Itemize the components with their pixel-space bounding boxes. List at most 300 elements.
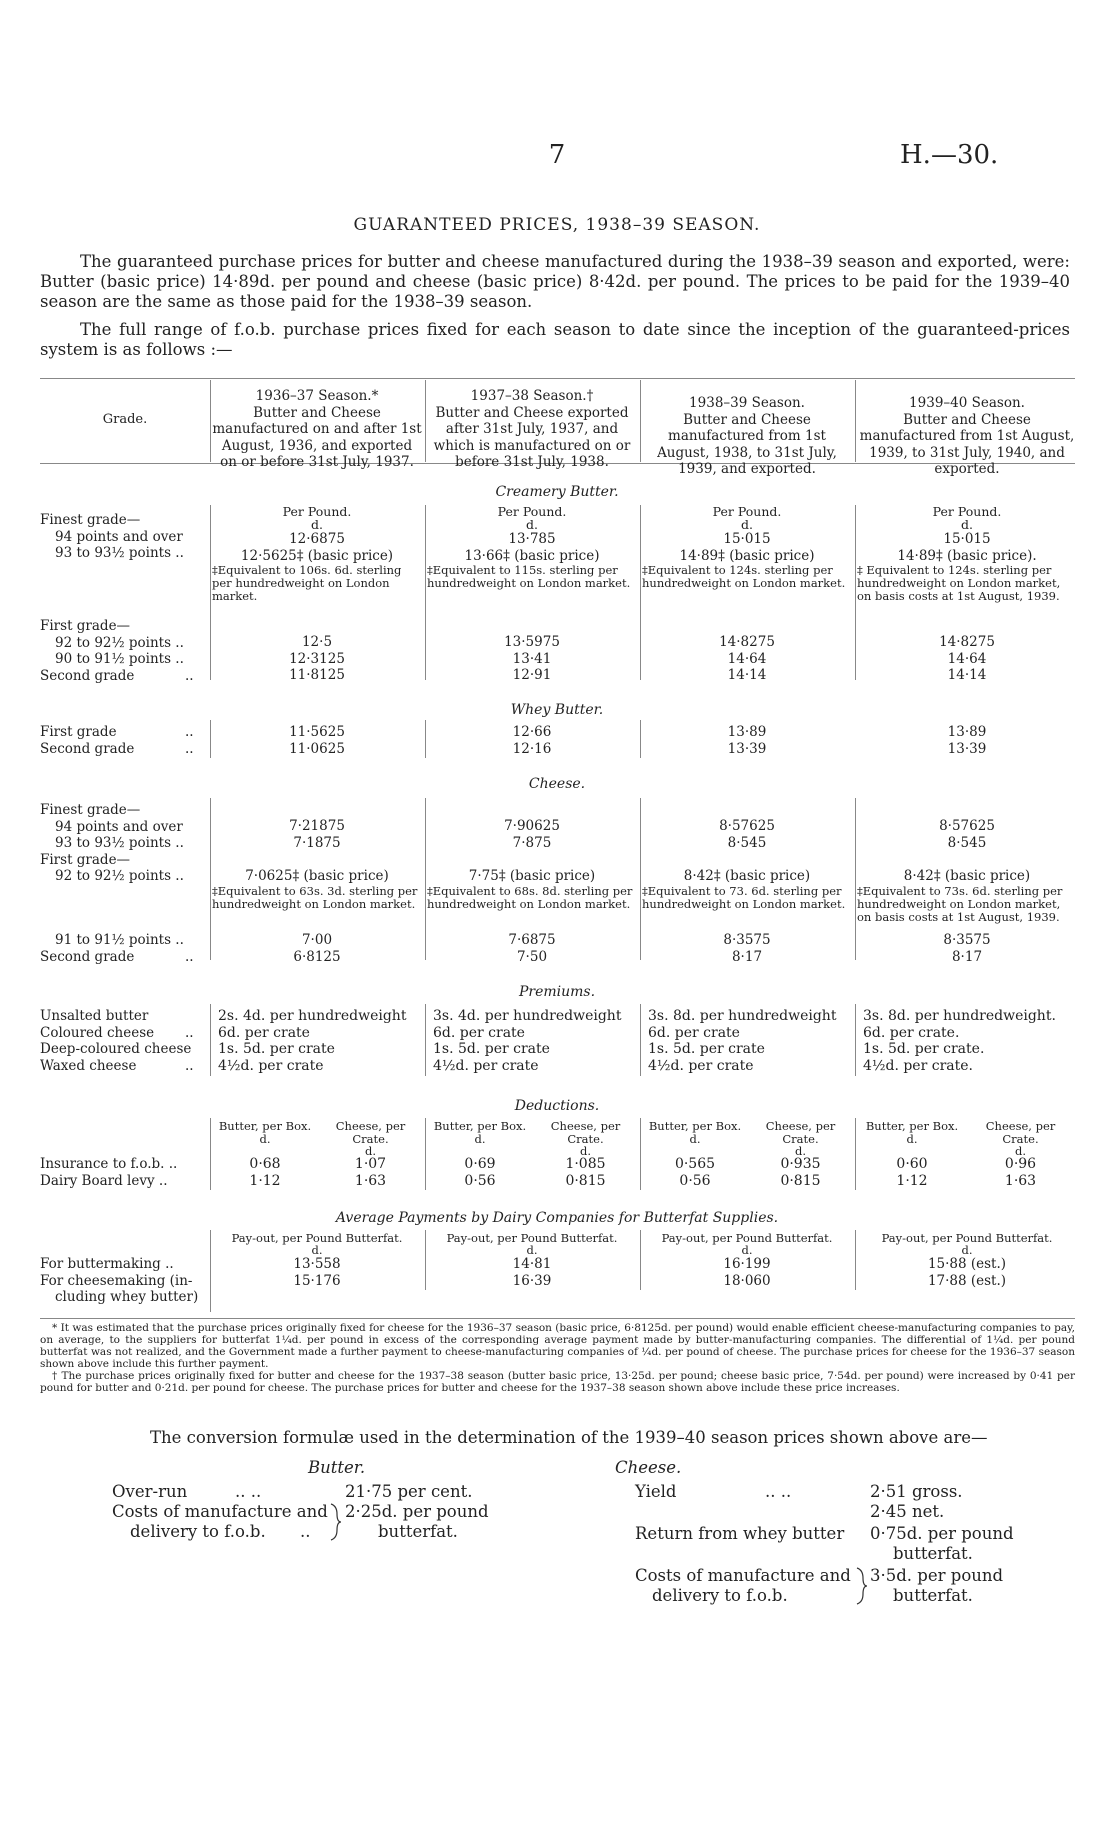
- per-pound: Per Pound.: [497, 504, 567, 519]
- intro-text: [40, 252, 1070, 312]
- col-divider-prem-3: [640, 1004, 641, 1076]
- cell-second: 11·8125: [289, 667, 345, 683]
- subheader-text: Butter, per Box.: [218, 1119, 312, 1133]
- cell-f94: 8·57625: [939, 818, 995, 834]
- deduction-values-butter: [215, 1156, 315, 1189]
- row-label: First grade—: [40, 618, 131, 634]
- cell-insurance: 0·935: [780, 1156, 821, 1172]
- whey-return-value-2: butterfat.: [893, 1544, 973, 1563]
- cell-second: 13·39: [947, 740, 987, 757]
- subheader-cheese: [318, 1120, 423, 1158]
- col-divider-2: [425, 380, 426, 462]
- cell-f94: 7·21875: [289, 818, 345, 834]
- whey-return-value-1: 0·75d. per pound: [870, 1524, 1014, 1543]
- cell-first: 11·5625: [289, 724, 345, 740]
- deduction-labels: [40, 1156, 205, 1189]
- season-header-1938: [642, 395, 852, 478]
- subheader-cheese: [748, 1120, 853, 1158]
- subheader-butter: [862, 1120, 962, 1145]
- butter-heading: Butter.: [308, 1458, 366, 1477]
- whey-return-label: Return from whey butter: [635, 1524, 845, 1543]
- season-desc: Butter and Cheese manufactured on and after 1st August, 1936, and exported on or before 31st July, 1937.: [212, 404, 422, 470]
- row-label: 92 to 92½ points ..: [55, 868, 184, 884]
- premiums-col-1938: [648, 1008, 853, 1074]
- cell-note: ‡Equivalent to 124s. sterling per hundredweight on London market.: [642, 563, 846, 590]
- cell-cheese: 16·39: [512, 1272, 552, 1289]
- footnote-star: * It was estimated that the purchase prices originally fixed for cheese for the 1936–37 season (basic price, 6·8125d. per pound) would enable efficient cheese-manufacturing companies to pay, on average, to the suppliers for butterfat 1¼d. per pound in excess of the corresponding average payment made by butter-manufacturing companies. The differential of 1¼d. per pound butterfat was not realized, and the Government made a further payment to cheese-manufacturing companies of ¼d. per pound of cheese. The purchase prices for cheese for the 1936–37 season shown above include this further payment.: [40, 1322, 1075, 1370]
- row-label: [40, 724, 205, 741]
- cell-note: ‡ Equivalent to 124s. sterling per hundredweight on London market, on basis costs at 1st August, 1939.: [857, 563, 1061, 603]
- col-divider-creamery-2: [425, 505, 426, 680]
- cell-insurance: 0·60: [896, 1156, 928, 1172]
- unit-d: d.: [906, 1131, 918, 1146]
- cell-second: 8·17: [951, 948, 983, 965]
- creamery-col-1936: [212, 505, 422, 603]
- row-label: Deep-coloured cheese: [40, 1041, 192, 1057]
- intro-paragraph-2: The full range of f.o.b. purchase prices fixed for each season to date since the inception of the guaranteed-prices system is as follows :—: [40, 320, 1070, 359]
- deduction-values-cheese: [533, 1156, 638, 1189]
- second-grade-label: Second grade: [40, 667, 135, 684]
- cell-g92: 13·5975: [504, 634, 560, 650]
- cheese-col-1936: [212, 818, 422, 911]
- cell-note: ‡Equivalent to 115s. sterling per hundredweight on London market.: [427, 563, 631, 590]
- cell-cheese: 17·88 (est.): [927, 1272, 1007, 1289]
- cheese-costs-value-2: butterfat.: [893, 1586, 973, 1605]
- cell-levy: 0·56: [679, 1172, 711, 1189]
- subheader-cheese: [533, 1120, 638, 1158]
- second-grade-label: Second grade: [40, 948, 135, 965]
- cell-g91: 7·00: [301, 932, 333, 948]
- cheese-lower-1938: [642, 932, 852, 965]
- brace-icon: [329, 1502, 343, 1542]
- cell-f94: 12·6875: [289, 531, 345, 547]
- cell-unsalted: 3s. 4d. per hundredweight: [433, 1008, 622, 1024]
- whey-col-1938: [642, 724, 852, 757]
- col-divider-pay-3: [640, 1230, 641, 1290]
- cell-first: 13·89: [947, 724, 987, 740]
- conversion-intro: The conversion formulæ used in the determination of the 1939–40 season prices shown above are—: [150, 1428, 988, 1447]
- row-label: 92 to 92½ points ..: [55, 634, 184, 651]
- cell-g92: 7·0625‡ (basic price): [245, 868, 389, 884]
- row-label: 90 to 91½ points ..: [55, 651, 184, 667]
- cell-g92: 8·42‡ (basic price): [683, 868, 811, 884]
- section-whey-butter: Whey Butter.: [510, 702, 604, 718]
- payments-col-1937: [427, 1232, 637, 1289]
- waxed-label: Waxed cheese: [40, 1057, 137, 1074]
- table-bottom-rule: [40, 1318, 1075, 1319]
- col-divider-ded-2: [425, 1118, 426, 1190]
- season-header-1939: [857, 395, 1077, 478]
- cell-note: ‡Equivalent to 73. 6d. sterling per hundredweight on London market.: [642, 883, 846, 911]
- cell-cheese: 15·176: [293, 1272, 341, 1289]
- subheader-text: Cheese, per Crate.: [765, 1119, 836, 1146]
- cell-insurance: 1·07: [354, 1156, 387, 1172]
- section-creamery-butter: Creamery Butter.: [495, 484, 619, 500]
- unit-d: d.: [961, 1243, 973, 1257]
- cheese-col-1938: [642, 818, 852, 911]
- grade-header: Grade.: [102, 412, 148, 427]
- col-divider-whey-1: [210, 720, 211, 758]
- per-pound: Per Pound.: [712, 504, 782, 519]
- payments-col-1938: [642, 1232, 852, 1289]
- whey-col-1939: [857, 724, 1077, 757]
- row-label: [40, 1058, 205, 1075]
- cell-butter: 13·558: [293, 1256, 341, 1272]
- payments-col-1936: [212, 1232, 422, 1289]
- cell-g92: 14·8275: [719, 634, 775, 650]
- cell-levy: 0·815: [780, 1172, 821, 1189]
- payments-col-1939: [857, 1232, 1077, 1289]
- per-pound: Per Pound.: [932, 504, 1002, 519]
- col-divider-whey-3: [640, 720, 641, 758]
- butter-costs-label-2: delivery to f.o.b.: [130, 1522, 266, 1541]
- cell-second: 6·8125: [293, 948, 341, 965]
- cell-coloured: 6d. per crate.: [863, 1024, 960, 1041]
- col-divider-creamery-1: [210, 505, 211, 680]
- row-label: Finest grade—: [40, 802, 141, 818]
- subheader-text: Butter, per Box.: [648, 1119, 742, 1133]
- document-reference: H.—30.: [900, 140, 999, 170]
- row-label: Insurance to f.o.b. ..: [40, 1156, 178, 1172]
- cell-second: 14·14: [727, 667, 767, 683]
- cheese-lower-1936: [212, 932, 422, 965]
- cheese-lower-1937: [427, 932, 637, 965]
- cell-g90: 14·64: [727, 650, 767, 667]
- cell-g90: 14·64: [947, 650, 987, 667]
- cell-g91: 7·6875: [508, 932, 556, 948]
- cell-unsalted: 3s. 8d. per hundredweight: [648, 1008, 837, 1024]
- cell-second: 11·0625: [289, 740, 345, 757]
- leader-dots: ..: [185, 1024, 194, 1041]
- cell-insurance: 0·565: [674, 1156, 716, 1172]
- creamery-col-1939: [857, 505, 1077, 603]
- col-divider-cheese-1: [210, 798, 211, 960]
- subheader-butter: [215, 1120, 315, 1145]
- row-label: 94 points and over: [55, 528, 183, 545]
- col-divider-pay-2: [425, 1230, 426, 1290]
- unit-d: d.: [689, 1131, 701, 1146]
- coloured-label: Coloured cheese: [40, 1024, 155, 1041]
- cheese-labels: [40, 802, 205, 885]
- cell-deep: 1s. 5d. per crate: [433, 1041, 550, 1057]
- creamery-lower-1939: [857, 634, 1077, 684]
- spacer: [212, 851, 422, 868]
- deduction-values-cheese: [748, 1156, 853, 1189]
- season-desc: Butter and Cheese manufactured from 1st August, 1939, to 31st July, 1940, and exported.: [859, 411, 1075, 477]
- cell-f93: 8·545: [727, 834, 767, 851]
- cell-f93: 8·545: [947, 834, 987, 851]
- cheese-lower-1939: [857, 932, 1077, 965]
- payout-header: Pay-out, per Pound Butterfat.: [446, 1231, 618, 1245]
- deduction-values-butter: [862, 1156, 962, 1189]
- leader-dots: .. ..: [235, 1482, 262, 1501]
- cell-butter: 16·199: [723, 1256, 771, 1272]
- cell-f93: 12·5625‡ (basic price): [240, 547, 394, 564]
- cell-insurance: 0·96: [1004, 1156, 1037, 1172]
- cell-second: 14·14: [947, 667, 987, 683]
- unit-d: d.: [794, 1144, 807, 1158]
- yield-value-2: 2·45 net.: [870, 1502, 945, 1521]
- cell-second: 13·39: [727, 740, 767, 757]
- row-label: [40, 741, 205, 758]
- cell-f93: 13·66‡ (basic price): [464, 547, 600, 564]
- unit-d: d.: [741, 517, 753, 532]
- payout-header: Pay-out, per Pound Butterfat.: [881, 1231, 1053, 1245]
- leader-dots: ..: [185, 1057, 194, 1074]
- spacer: [427, 851, 637, 868]
- unit-d: d.: [579, 1144, 592, 1158]
- col-divider-3: [640, 380, 641, 462]
- cell-f94: 8·57625: [719, 818, 775, 834]
- yield-label: Yield: [635, 1482, 677, 1501]
- row-label: For cheesemaking (in-: [40, 1272, 193, 1289]
- col-divider-cheese-4: [855, 798, 856, 960]
- cell-insurance: 0·69: [464, 1156, 496, 1172]
- cell-g92: 14·8275: [939, 634, 995, 650]
- creamery-labels: [40, 512, 205, 562]
- whey-col-1936: [212, 724, 422, 757]
- deduction-values-butter: [645, 1156, 745, 1189]
- subheader-text: Cheese, per Crate.: [985, 1119, 1056, 1146]
- cell-deep: 1s. 5d. per crate.: [863, 1041, 985, 1057]
- cell-f93: 7·875: [512, 834, 552, 851]
- unit-d: d.: [474, 1131, 486, 1146]
- creamery-col-1938: [642, 505, 852, 590]
- leader-dots: .. ..: [765, 1482, 792, 1501]
- col-divider-pay-1: [210, 1230, 211, 1312]
- cell-second: 12·16: [512, 740, 552, 757]
- unit-d: d.: [526, 1243, 538, 1257]
- cell-second: 7·50: [516, 948, 548, 965]
- subheader-text: Cheese, per Crate.: [550, 1119, 621, 1146]
- cell-f94: 15·015: [723, 531, 771, 547]
- col-divider-ded-4: [855, 1118, 856, 1190]
- cell-insurance: 1·085: [565, 1156, 606, 1172]
- cell-coloured: 6d. per crate: [433, 1024, 525, 1041]
- cell-f94: 7·90625: [504, 818, 560, 834]
- cell-coloured: 6d. per crate: [218, 1024, 310, 1041]
- cell-insurance: 0·68: [249, 1156, 281, 1172]
- deduction-values-cheese: [318, 1156, 423, 1189]
- cell-note: ‡Equivalent to 73s. 6d. sterling per hundredweight on London market, on basis costs at 1st August, 1939.: [857, 883, 1063, 924]
- cell-waxed: 4½d. per crate: [218, 1057, 324, 1074]
- row-label: [40, 668, 205, 685]
- row-label: cluding whey butter): [55, 1289, 199, 1305]
- yield-value-1: 2·51 gross.: [870, 1482, 963, 1501]
- cheese-costs-label-1: Costs of manufacture and: [635, 1566, 851, 1585]
- cell-waxed: 4½d. per crate.: [863, 1057, 973, 1074]
- unit-d: d.: [311, 517, 323, 532]
- spacer: [857, 851, 1077, 868]
- unit-d: d.: [741, 1243, 753, 1257]
- per-pound: Per Pound.: [282, 504, 352, 519]
- row-label: [40, 1025, 205, 1042]
- table-top-rule: [40, 378, 1075, 379]
- col-divider-cheese-3: [640, 798, 641, 960]
- butter-costs-label-1: Costs of manufacture and: [112, 1502, 328, 1521]
- section-average-payments: Average Payments by Dairy Companies for Butterfat Supplies.: [335, 1210, 779, 1226]
- season-title: 1937–38 Season.†: [470, 388, 594, 404]
- premiums-col-1937: [433, 1008, 638, 1074]
- payout-header: Pay-out, per Pound Butterfat.: [231, 1231, 403, 1245]
- cell-g92: 8·42‡ (basic price): [903, 868, 1031, 884]
- cell-g92: 12·5: [301, 634, 333, 650]
- season-title: 1939–40 Season.: [909, 395, 1025, 411]
- section-deductions: Deductions.: [514, 1098, 600, 1114]
- cell-unsalted: 3s. 8d. per hundredweight.: [863, 1008, 1056, 1024]
- leader-dots: ..: [185, 948, 194, 965]
- payment-labels: [40, 1256, 205, 1306]
- row-label: [40, 949, 205, 966]
- cheese-costs-label-2: delivery to f.o.b.: [652, 1586, 788, 1605]
- leader-dots: ..: [185, 740, 194, 757]
- cell-unsalted: 2s. 4d. per hundredweight: [218, 1008, 407, 1024]
- col-divider-1: [210, 380, 211, 462]
- page-title: GUARANTEED PRICES, 1938–39 SEASON.: [353, 215, 761, 235]
- col-divider-ded-3: [640, 1118, 641, 1190]
- cell-g90: 12·3125: [289, 650, 345, 667]
- cell-g90: 13·41: [512, 650, 552, 667]
- premium-labels: [40, 1008, 205, 1074]
- row-label: 93 to 93½ points ..: [55, 545, 184, 561]
- subheader-butter: [645, 1120, 745, 1145]
- cell-first: 13·89: [727, 724, 767, 740]
- cell-note: ‡Equivalent to 68s. 8d. sterling per hundredweight on London market.: [427, 883, 633, 911]
- section-cheese: Cheese.: [528, 776, 586, 792]
- subheader-butter: [430, 1120, 530, 1145]
- cell-levy: 0·815: [565, 1172, 606, 1189]
- cell-levy: 1·12: [249, 1172, 281, 1189]
- overrun-value: 21·75 per cent.: [345, 1482, 473, 1501]
- spacer: [642, 851, 852, 868]
- season-desc: Butter and Cheese manufactured from 1st August, 1938, to 31st July, 1939, and exported.: [657, 411, 837, 477]
- row-label: Unsalted butter: [40, 1008, 149, 1024]
- section-premiums: Premiums.: [518, 984, 596, 1000]
- deduction-values-cheese: [968, 1156, 1073, 1189]
- cell-first: 12·66: [512, 724, 552, 740]
- intro-paragraph-1: The guaranteed purchase prices for butter and cheese manufactured during the 1938–39 season and exported, were: Butter (basic price) 14·89d. per pound and cheese (basic price) 8·42d. per pound. The prices to be paid for the 1939–40 season are the same as those paid for the 1938–39 season.: [40, 252, 1070, 311]
- footnotes: [40, 1322, 1075, 1394]
- row-label: First grade—: [40, 851, 131, 868]
- cell-f94: 13·785: [508, 531, 556, 547]
- cell-deep: 1s. 5d. per crate: [648, 1041, 765, 1057]
- subheader-text: Butter, per Box.: [865, 1119, 959, 1133]
- col-divider-creamery-4: [855, 505, 856, 680]
- overrun-label: Over-run: [112, 1482, 188, 1501]
- subheader-text: Cheese, per Crate.: [335, 1119, 406, 1146]
- col-divider-whey-2: [425, 720, 426, 758]
- cell-f94: 15·015: [943, 531, 991, 547]
- leader-dots: ..: [185, 724, 194, 740]
- cell-second: 12·91: [512, 667, 552, 683]
- cheese-heading: Cheese.: [615, 1458, 682, 1477]
- leader-dots: ..: [300, 1522, 311, 1541]
- cell-g91: 8·3575: [943, 932, 991, 948]
- footnote-dagger: † The purchase prices originally fixed for butter and cheese for the 1937–38 season (butter basic price, 13·25d. per pound; cheese basic price, 7·54d. per pound) were increased by 0·41 per pound for butter and 0·21d. per pound for cheese. The purchase prices for butter and cheese for the 1937–38 season shown above include these price increases.: [40, 1370, 1075, 1394]
- cell-f93: 14·89‡ (basic price).: [897, 547, 1037, 564]
- butter-costs-value-2: butterfat.: [378, 1522, 458, 1541]
- premiums-col-1936: [218, 1008, 423, 1074]
- unit-d: d.: [961, 517, 973, 532]
- row-label: 91 to 91½ points ..: [55, 932, 184, 948]
- cheese-costs-value-1: 3·5d. per pound: [870, 1566, 1004, 1585]
- cell-deep: 1s. 5d. per crate: [218, 1041, 335, 1057]
- brace-icon: [855, 1566, 869, 1606]
- season-header-1937: [427, 388, 637, 471]
- creamery-labels-first: [40, 618, 205, 684]
- payout-header: Pay-out, per Pound Butterfat.: [661, 1231, 833, 1245]
- cell-waxed: 4½d. per crate: [648, 1057, 754, 1074]
- cell-second: 8·17: [731, 948, 763, 965]
- cell-note: ‡Equivalent to 106s. 6d. sterling per hundredweight on London market.: [212, 563, 402, 603]
- col-divider-4: [855, 380, 856, 462]
- subheader-text: Butter, per Box.: [433, 1119, 527, 1133]
- cell-levy: 1·12: [896, 1172, 928, 1189]
- leader-dots: ..: [185, 667, 194, 684]
- cheese-labels-lower: [40, 932, 205, 965]
- unit-d: d.: [364, 1144, 377, 1158]
- cell-f93: 14·89‡ (basic price): [679, 547, 815, 564]
- cell-g91: 8·3575: [723, 932, 771, 948]
- deduction-values-butter: [430, 1156, 530, 1189]
- unit-d: d.: [259, 1131, 271, 1146]
- cell-butter: 14·81: [512, 1256, 552, 1272]
- season-title: 1936–37 Season.*: [255, 388, 379, 404]
- unit-d: d.: [311, 1243, 323, 1257]
- whey-col-1937: [427, 724, 637, 757]
- season-title: 1938–39 Season.: [689, 395, 805, 411]
- col-divider-pay-4: [855, 1230, 856, 1290]
- cell-butter: 15·88 (est.): [927, 1256, 1007, 1272]
- creamery-lower-1936: [212, 634, 422, 684]
- season-header-1936: [212, 388, 422, 471]
- creamery-lower-1938: [642, 634, 852, 684]
- cheese-col-1939: [857, 818, 1077, 924]
- unit-d: d.: [1014, 1144, 1027, 1158]
- row-label: 94 points and over: [55, 818, 183, 835]
- second-grade-label: Second grade: [40, 740, 135, 757]
- cell-levy: 1·63: [354, 1172, 387, 1189]
- col-divider-prem-1: [210, 1004, 211, 1076]
- cell-levy: 0·56: [464, 1172, 496, 1189]
- col-divider-ded-1: [210, 1118, 211, 1190]
- cell-f93: 7·1875: [293, 834, 341, 851]
- whey-labels: [40, 724, 205, 757]
- row-label: Dairy Board levy ..: [40, 1172, 168, 1189]
- col-divider-prem-4: [855, 1004, 856, 1076]
- cell-coloured: 6d. per crate: [648, 1024, 740, 1041]
- col-divider-prem-2: [425, 1004, 426, 1076]
- col-divider-cheese-2: [425, 798, 426, 960]
- butter-costs-value-1: 2·25d. per pound: [345, 1502, 489, 1521]
- cell-waxed: 4½d. per crate: [433, 1057, 539, 1074]
- row-label: 93 to 93½ points ..: [55, 835, 184, 851]
- subheader-cheese: [968, 1120, 1073, 1158]
- intro-text-2: [40, 320, 1070, 360]
- creamery-lower-1937: [427, 634, 637, 684]
- cell-levy: 1·63: [1004, 1172, 1037, 1189]
- first-grade-label: First grade: [40, 724, 117, 740]
- creamery-col-1937: [427, 505, 637, 590]
- cheese-col-1937: [427, 818, 637, 911]
- premiums-col-1939: [863, 1008, 1078, 1074]
- row-label: For buttermaking ..: [40, 1256, 174, 1272]
- cell-note: ‡Equivalent to 63s. 3d. sterling per hundredweight on London market.: [212, 883, 418, 911]
- unit-d: d.: [526, 517, 538, 532]
- row-label: Finest grade—: [40, 512, 141, 528]
- col-divider-creamery-3: [640, 505, 641, 680]
- season-desc: Butter and Cheese exported after 31st July, 1937, and which is manufactured on or before 31st July, 1938.: [433, 404, 631, 470]
